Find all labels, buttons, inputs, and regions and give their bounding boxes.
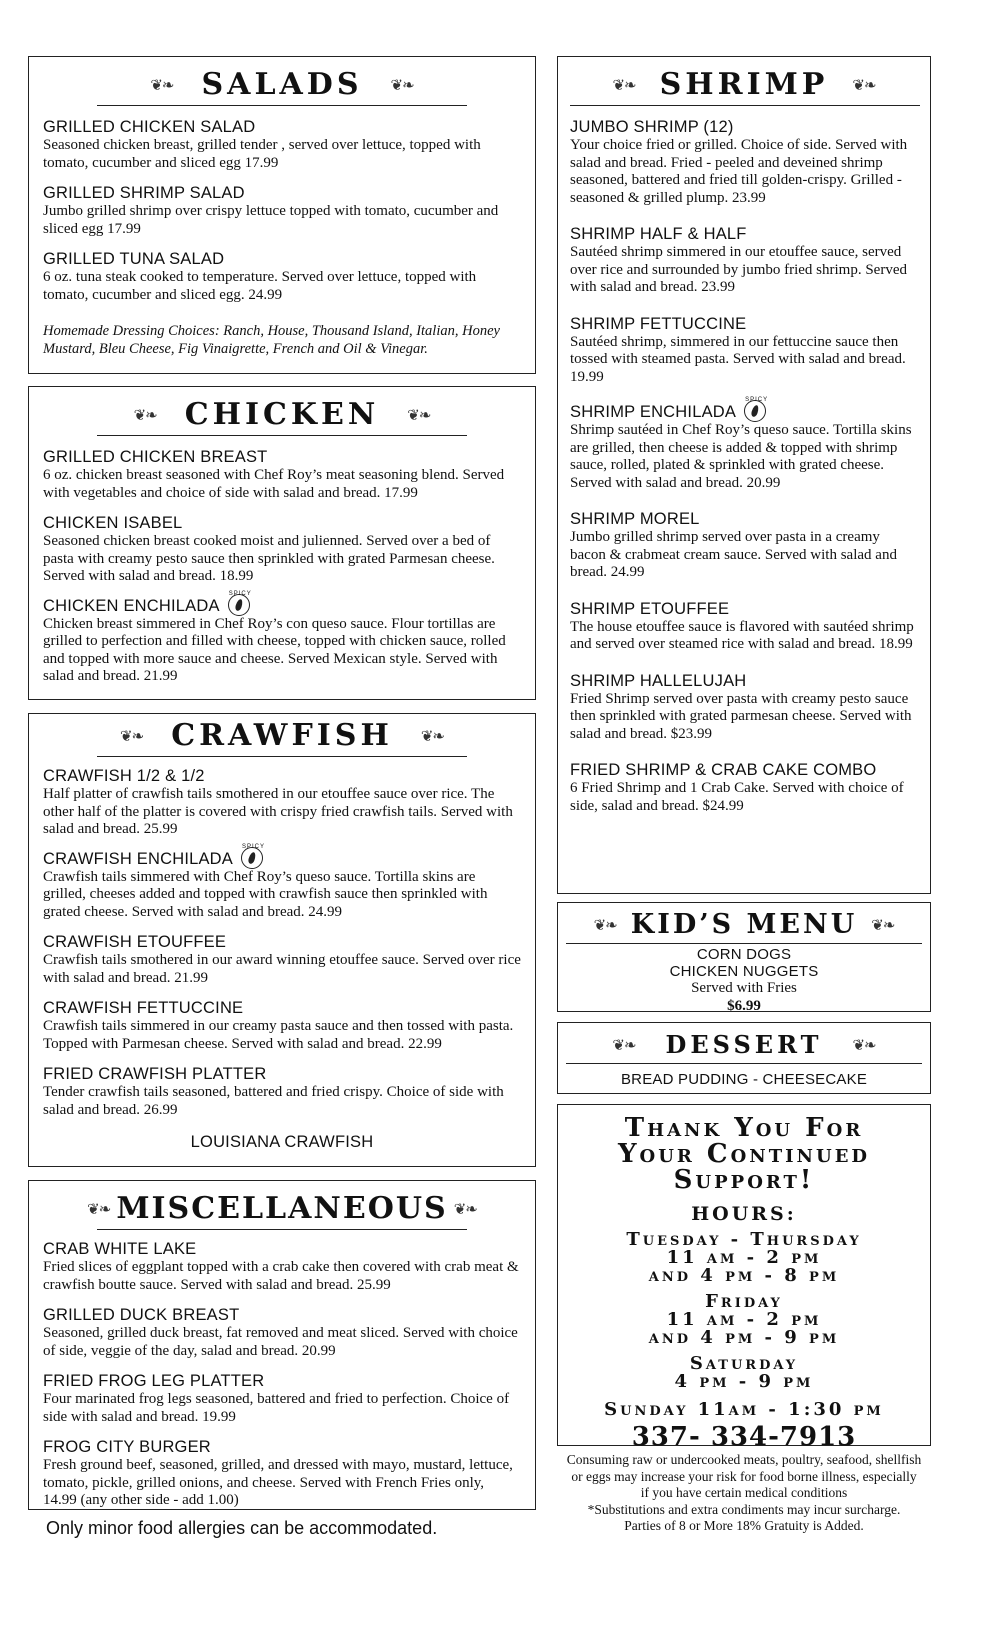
ornament-icon: ❦❧	[407, 406, 431, 424]
item-name: CRAB WHITE LAKE	[43, 1240, 197, 1258]
divider	[566, 1063, 922, 1064]
item-name	[570, 397, 918, 422]
disclaimer-line: Consuming raw or undercooked meats, poultry, seafood, shellfish	[566, 1452, 922, 1467]
section-header	[566, 909, 922, 941]
ornament-icon: ❦❧	[150, 76, 174, 94]
item-name: FRIED FROG LEG PLATTER	[43, 1372, 265, 1390]
item-name: FRIED SHRIMP & CRAB CAKE COMBO	[570, 761, 877, 779]
kids-side: Served with Fries	[691, 980, 797, 996]
section-header	[43, 399, 521, 431]
hours-section	[557, 1104, 931, 1452]
section-header	[570, 69, 918, 101]
menu-item	[43, 1372, 521, 1426]
dessert-section	[557, 1022, 931, 1094]
crawfish-section	[28, 713, 536, 1167]
dressing-note: Homemade Dressing Choices: Ranch, House, Thousand Island, Italian, Honey Mustard, Bleu Cheese, Fig Vinaigrette, French and Oil & Vinegar.	[43, 323, 500, 357]
item-name	[43, 590, 521, 616]
item-desc: Seasoned chicken breast cooked moist and julienned. Served over a bed of pasta with creamy pesto sauce then sprinkled with grated Parmesan cheese. Served with salad and bread. 18.99	[43, 533, 495, 584]
crawfish-footer: LOUISIANA CRAWFISH	[190, 1133, 374, 1151]
menu-item	[43, 933, 521, 987]
ornament-icon: ❦❧	[453, 1200, 477, 1218]
salads-section	[28, 56, 536, 374]
chicken-section	[28, 386, 536, 700]
item-desc: 6 oz. tuna steak cooked to temperature. Served over lettuce, topped with tomato, cucumber and sliced egg. 24.99	[43, 269, 477, 303]
ornament-icon: ❦❧	[120, 727, 144, 745]
section-title: CRAWFISH	[171, 718, 393, 753]
dessert-items: BREAD PUDDING - CHEESECAKE	[620, 1071, 868, 1088]
item-desc: Four marinated frog legs seasoned, battered and fried to perfection. Choice of side with salad and bread. 19.99	[43, 1391, 510, 1425]
section-header	[43, 69, 521, 101]
disclaimer-line: or eggs may increase your risk for food borne illness, especially	[571, 1468, 917, 1484]
section-title: MISCELLANEOUS	[116, 1191, 448, 1226]
hours-label: HOURS:	[691, 1203, 797, 1225]
menu-item	[43, 843, 521, 922]
hours-days: Sunday 11am - 1:30 pm	[604, 1399, 884, 1420]
phone-number: 337- 334-7913	[631, 1422, 857, 1452]
item-desc: Crawfish tails simmered in our creamy pasta sauce and then tossed with pasta. Topped with Parmesan cheese. Served with salad and bread. 22.99	[43, 1018, 514, 1052]
item-name: CHICKEN ISABEL	[43, 514, 183, 532]
hours-time: 11 am - 2 pm	[666, 1247, 822, 1268]
item-name-text: CHICKEN ENCHILADA	[43, 596, 220, 615]
divider	[570, 105, 920, 106]
disclaimer-line: if you have certain medical conditions	[640, 1485, 848, 1500]
item-desc: Chicken breast simmered in Chef Roy’s con queso sauce. Flour tortillas are grilled to perfection and filled with cheese, topped with chicken sauce, rolled and topped with more sauce and cheese. Served Mexican style. Served with salad and bread. 21.99	[43, 615, 506, 684]
spicy-icon: SPICY	[241, 847, 263, 869]
divider	[97, 1229, 467, 1230]
hours-time: and 4 pm - 9 pm	[648, 1327, 840, 1348]
menu-item	[570, 672, 918, 744]
ornament-icon: ❦❧	[133, 406, 157, 424]
item-name: SHRIMP HALF & HALF	[570, 225, 747, 243]
item-desc: Crawfish tails smothered in our award winning etouffee sauce. Served over rice with salad and bread. 21.99	[43, 952, 521, 986]
hours-time: 11 am - 2 pm	[666, 1309, 822, 1330]
section-header	[43, 1193, 521, 1225]
thanks-line: Support!	[673, 1165, 815, 1195]
hours-time: 4 pm - 9 pm	[674, 1371, 814, 1392]
menu-item	[43, 590, 521, 686]
menu-item	[43, 1306, 521, 1360]
ornament-icon: ❦❧	[852, 76, 876, 94]
thanks-line: Your Continued	[617, 1139, 871, 1169]
item-desc: Sautéed shrimp simmered in our etouffee sauce, served over rice and surrounded by jumbo fried shrimp. Served with salad and bread. 23.99	[570, 244, 907, 295]
divider	[97, 435, 467, 436]
item-name-text: CRAWFISH ENCHILADA	[43, 849, 234, 868]
kids-price: $6.99	[727, 997, 761, 1014]
menu-item	[43, 184, 521, 238]
menu-item	[43, 1240, 521, 1294]
menu-item	[43, 448, 521, 502]
menu-item	[570, 397, 918, 492]
item-desc: Half platter of crawfish tails smothered in our etouffee sauce over rice. The other half of the platter is covered with crispy fried crawfish tails. Served with salad and bread. 25.99	[43, 786, 513, 837]
item-name: SHRIMP FETTUCCINE	[570, 314, 747, 333]
item-desc: Jumbo grilled shrimp served over pasta in a creamy bacon & crabmeat cream sauce. Served with salad and bread. 24.99	[570, 529, 897, 580]
item-desc: Seasoned, grilled duck breast, fat removed and meat sliced. Served with choice of side, veggie of the day, salad and bread. 20.99	[43, 1325, 518, 1359]
menu-item	[43, 118, 521, 172]
disclaimer	[557, 1452, 931, 1535]
shrimp-section	[557, 56, 931, 894]
item-name: SHRIMP ETOUFFEE	[570, 599, 730, 618]
item-name: SHRIMP MOREL	[570, 510, 700, 528]
hours-days: Saturday	[689, 1353, 799, 1374]
spicy-icon: SPICY	[228, 594, 250, 616]
menu-item	[570, 761, 918, 815]
menu-item	[43, 514, 521, 586]
item-desc: Fried Shrimp served over pasta with creamy pesto sauce then sprinkled with grated parmesan cheese. Served with salad and bread. $23.99	[570, 690, 912, 742]
ornament-icon: ❦❧	[612, 76, 636, 94]
ornament-icon: ❦❧	[871, 916, 895, 934]
kids-item: CORN DOGS	[696, 946, 792, 963]
item-name-text: SHRIMP ENCHILADA	[570, 403, 737, 421]
menu-item	[570, 315, 918, 387]
section-title: DESSERT	[665, 1030, 823, 1059]
menu-item	[570, 600, 918, 654]
item-desc: Jumbo grilled shrimp over crispy lettuce topped with tomato, cucumber and sliced egg 17.99	[43, 203, 499, 237]
item-name: GRILLED DUCK BREAST	[43, 1306, 240, 1324]
item-desc: Tender crawfish tails seasoned, battered and fried crispy. Choice of side with salad and bread. 26.99	[43, 1084, 504, 1118]
section-title: KID’S MENU	[630, 909, 858, 940]
item-name: FRIED CRAWFISH PLATTER	[43, 1065, 267, 1083]
divider	[97, 105, 467, 106]
item-desc: 6 oz. chicken breast seasoned with Chef Roy’s meat seasoning blend. Served with vegetables and choice of side with salad and bread. 17.99	[43, 467, 505, 501]
ornament-icon: ❦❧	[87, 1200, 111, 1218]
divider	[566, 943, 922, 944]
item-name: CRAWFISH FETTUCCINE	[43, 999, 244, 1017]
item-name: CRAWFISH ETOUFFEE	[43, 933, 227, 951]
hours-days: Tuesday - Thursday	[626, 1229, 862, 1250]
section-header	[566, 1029, 922, 1061]
item-desc: Crawfish tails simmered with Chef Roy’s queso sauce. Tortilla skins are grilled, cheeses added and topped with crawfish sauce then sprinkled with grated cheese. Served with salad and bread. 24.99	[43, 868, 488, 920]
allergy-note: Only minor food allergies can be accommodated.	[46, 1518, 438, 1538]
item-name: GRILLED TUNA SALAD	[43, 250, 225, 268]
section-header	[43, 720, 521, 752]
menu-item	[570, 225, 918, 297]
section-title: SHRIMP	[659, 67, 829, 102]
thanks-line: Thank You For	[624, 1113, 864, 1143]
ornament-icon: ❦❧	[612, 1036, 636, 1054]
menu-item	[43, 1065, 521, 1119]
item-name: SHRIMP HALLELUJAH	[570, 671, 747, 690]
ornament-icon: ❦❧	[420, 727, 444, 745]
menu-item	[43, 1438, 521, 1510]
item-desc: Shrimp sautéed in Chef Roy’s queso sauce. Tortilla skins are grilled, then cheese is added & topped with shrimp sauce, rolled, plated & sprinkled with grated cheese. Served with salad and bread. 20.99	[570, 422, 912, 491]
item-name: CRAWFISH 1/2 & 1/2	[43, 767, 205, 785]
menu-item	[43, 767, 521, 839]
item-desc: Your choice fried or grilled. Choice of side. Served with salad and bread. Fried - peeled and deveined shrimp seasoned, battered and fried till golden-crispy. Grilled - seasoned & grilled plump. 23.99	[570, 137, 908, 206]
menu-item	[43, 999, 521, 1053]
hours-time: and 4 pm - 8 pm	[648, 1265, 840, 1286]
ornament-icon: ❦❧	[390, 76, 414, 94]
kids-item: CHICKEN NUGGETS	[669, 963, 819, 980]
section-title: CHICKEN	[184, 397, 380, 432]
item-desc: Seasoned chicken breast, grilled tender , served over lettuce, topped with tomato, cucumber and sliced egg 17.99	[43, 137, 481, 171]
item-name: FROG CITY BURGER	[43, 1438, 211, 1456]
divider	[97, 756, 467, 757]
item-desc: The house etouffee sauce is flavored with sautéed shrimp and served over steamed rice with salad and bread. 18.99	[570, 618, 914, 652]
item-name: JUMBO SHRIMP (12)	[570, 118, 734, 136]
ornament-icon: ❦❧	[593, 916, 617, 934]
disclaimer-line: Parties of 8 or More 18% Gratuity is Added.	[624, 1518, 864, 1533]
hours-days: Friday	[705, 1291, 783, 1312]
item-name: GRILLED CHICKEN BREAST	[43, 448, 268, 466]
item-name: GRILLED SHRIMP SALAD	[43, 184, 245, 202]
item-desc: Sautéed shrimp, simmered in our fettuccine sauce then tossed with steamed pasta. Served with salad and bread. 19.99	[570, 333, 906, 385]
menu-item	[570, 118, 918, 207]
menu-item	[570, 510, 918, 582]
item-desc: 6 Fried Shrimp and 1 Crab Cake. Served with choice of side, salad and bread. $24.99	[570, 780, 904, 814]
disclaimer-line: *Substitutions and extra condiments may incur surcharge.	[587, 1501, 901, 1517]
item-desc: Fried slices of eggplant topped with a crab cake then covered with crab meat & crawfish boutte sauce. Served with salad and bread. 25.99	[43, 1259, 519, 1293]
spicy-icon: SPICY	[744, 400, 766, 422]
ornament-icon: ❦❧	[852, 1036, 876, 1054]
item-name: GRILLED CHICKEN SALAD	[43, 118, 256, 136]
item-desc: Fresh ground beef, seasoned, grilled, and dressed with mayo, mustard, lettuce, tomato, pickle, grilled onions, and cheese. Served with French Fries only, 14.99 (any other side - add 1.00)	[43, 1457, 513, 1508]
menu-item	[43, 250, 521, 304]
miscellaneous-section	[28, 1180, 536, 1510]
kids-menu-section	[557, 902, 931, 1012]
section-title: SALADS	[201, 67, 363, 102]
item-name	[43, 843, 521, 869]
